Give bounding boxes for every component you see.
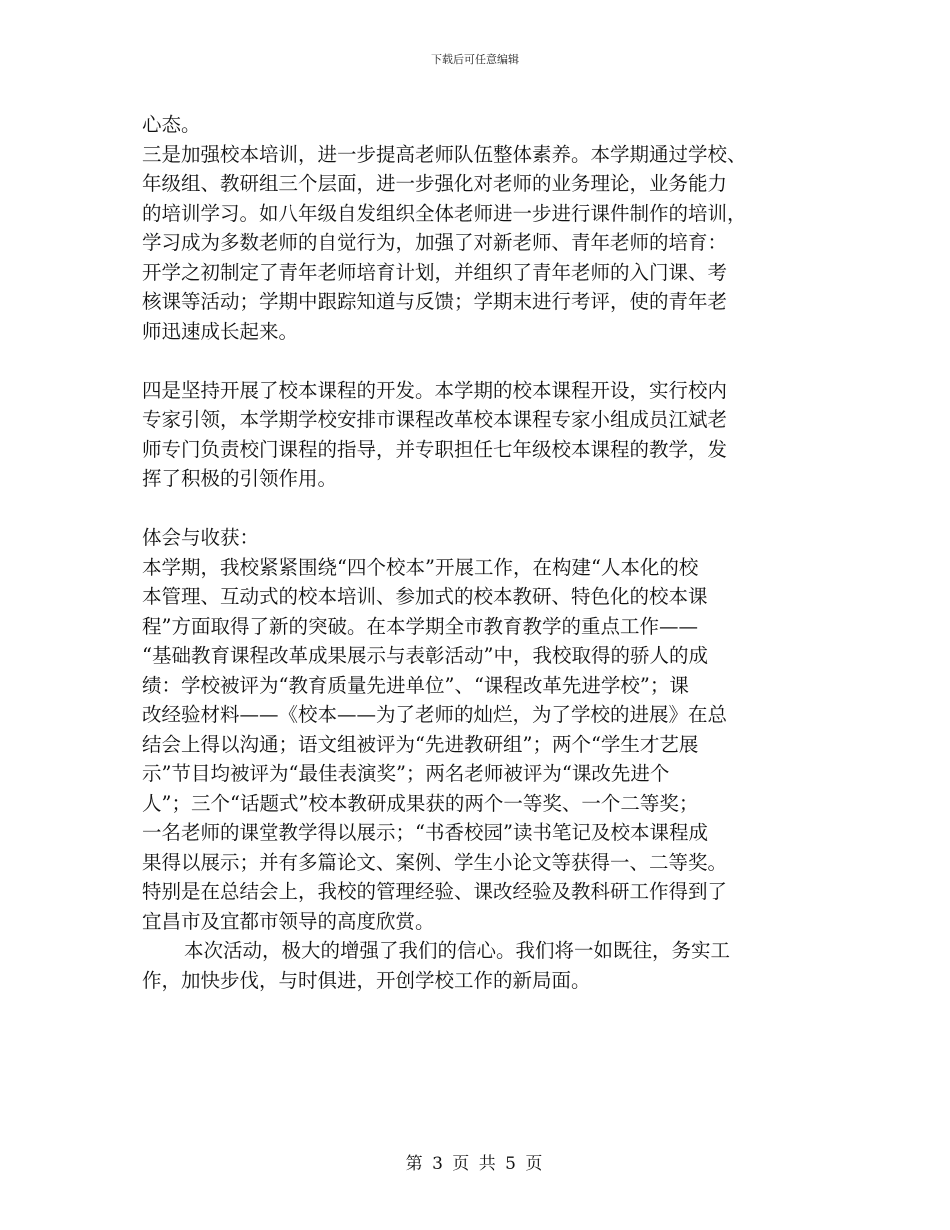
paragraph-continuation: 心态。	[142, 113, 201, 136]
section-heading: 体会与收获：	[142, 526, 260, 549]
paragraph-training: 三是加强校本培训，进一步提高老师队伍整体素养。本学期通过学校、 年级组、教研组三个层面，进一步强化对老师的业务理论，业务能力 的培训学习。如八年级自发组织全体老师进一步进行课件制作的培训， 学习成为多数老师的自觉行为，加强了对新老师、青年老师的培育： 开学之初制定了青年老师培育计划，并组织了青年老师的入门课、考 核课等活动；学期中跟踪知道与反馈；学期末进行考评，使的青年老 师迅速成长起来。	[142, 142, 747, 343]
document-body	[142, 110, 822, 995]
paragraph-achievements: 本学期，我校紧紧围绕“四个校本”开展工作，在构建“人本化的校 本管理、互动式的校本培训、参加式的校本教研、特色化的校本课 程”方面取得了新的突破。在本学期全市教育教学的重点工作—— “基础教育课程改革成果展示与表彰活动”中，我校取得的骄人的成 绩：学校被评为“教育质量先进单位”、“课程改革先进学校”；课 改经验材料——《校本——为了老师的灿烂，为了学校的进展》在总 结会上得以沟通；语文组被评为“先进教研组”；两个“学生才艺展 示”节目均被评为“最佳表演奖”；两名老师被评为“课改先进个 人”；三个“话题式”校本教研成果获的两个一等奖、一个二等奖； 一名老师的课堂教学得以展示；“书香校园”读书笔记及校本课程成 果得以展示；并有多篇论文、案例、学生小论文等获得一、二等奖。 特别是在总结会上，我校的管理经验、课改经验及教科研工作得到了 宜昌市及宜都市领导的高度欣赏。	[142, 555, 728, 933]
paragraph-gap	[142, 494, 822, 524]
paragraph-curriculum: 四是坚持开展了校本课程的开发。本学期的校本课程开设，实行校内 专家引领，本学期学校安排市课程改革校本课程专家小组成员江斌老 师专门负责校门课程的指导，并专职担任七年级校本课程的教学，发 挥了积极的引领作用。	[142, 378, 728, 490]
paragraph-conclusion: 本次活动，极大的增强了我们的信心。我们将一如既往，务实工 作，加快步伐，与时俱进，开创学校工作的新局面。	[142, 939, 731, 992]
page-header-note: 下载后可任意编辑	[431, 53, 519, 66]
paragraph-gap	[142, 346, 822, 376]
page-number: 第 3 页 共 5 页	[405, 1154, 545, 1174]
